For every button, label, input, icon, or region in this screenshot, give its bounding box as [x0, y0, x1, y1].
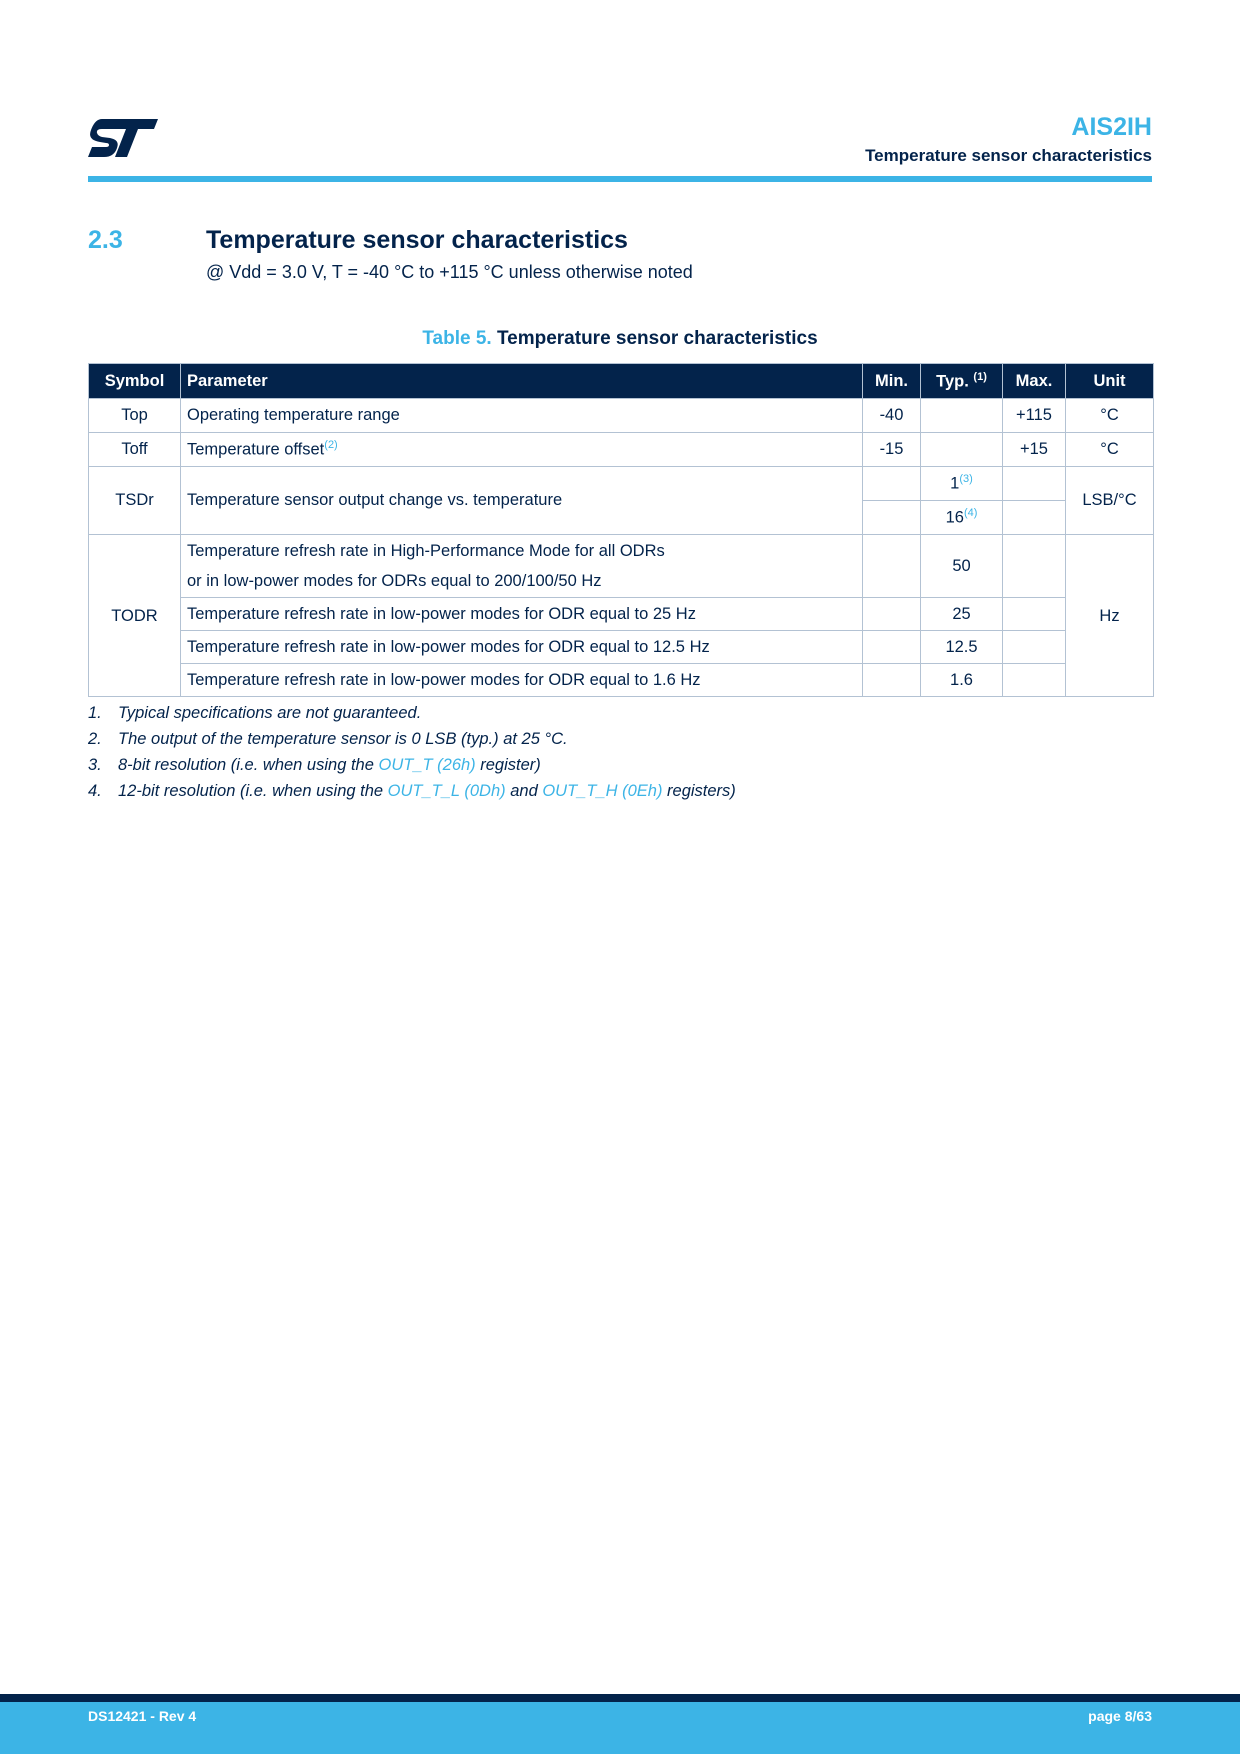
cell-typ	[921, 433, 1003, 467]
footer-doc-id: DS12421 - Rev 4	[88, 1708, 197, 1724]
footer-page-number: page 8/63	[1088, 1708, 1152, 1724]
footnote-text	[118, 782, 736, 808]
section-conditions: @ Vdd = 3.0 V, T = -40 °C to +115 °C unless otherwise noted	[206, 262, 693, 282]
cell-symbol: Top	[89, 399, 181, 433]
footnote-1	[88, 704, 736, 730]
footnote-text-pre: 8-bit resolution (i.e. when using the	[118, 756, 379, 774]
section-number: 2.3	[88, 226, 123, 254]
cell-parameter-text: Temperature offset	[187, 440, 325, 459]
cell-parameter: Temperature refresh rate in low-power modes for ODR equal to 1.6 Hz	[181, 664, 863, 697]
footnote-text-pre: 12-bit resolution (i.e. when using the	[118, 782, 388, 800]
cell-typ: 25	[921, 598, 1003, 631]
footnote-text: Typical specifications are not guaranteed.	[118, 704, 422, 722]
cell-symbol: TSDr	[89, 467, 181, 535]
cell-max	[1003, 598, 1066, 631]
footnote-4	[88, 782, 736, 808]
cell-unit: Hz	[1066, 535, 1154, 697]
footnote-number: 3.	[88, 756, 102, 774]
footnote-number: 1.	[88, 704, 102, 722]
cell-unit: LSB/°C	[1066, 467, 1154, 535]
table-row-todr-4	[89, 664, 1154, 697]
cell-min: -15	[863, 433, 921, 467]
header-typ	[921, 364, 1003, 399]
cell-typ-value: 16	[945, 508, 964, 527]
header-divider	[88, 176, 1152, 182]
cell-min	[863, 535, 921, 598]
header-typ-ref: (1)	[973, 370, 987, 383]
cell-parameter-line2: or in low-power modes for ODRs equal to 200/100/50 Hz	[187, 572, 602, 590]
header-symbol: Symbol	[89, 364, 181, 399]
cell-parameter	[181, 535, 863, 598]
cell-min: -40	[863, 399, 921, 433]
table-row-todr-3	[89, 631, 1154, 664]
footnote-text-post: register)	[475, 756, 541, 774]
footnote-3	[88, 756, 736, 782]
header-typ-label: Typ.	[936, 372, 969, 391]
cell-typ	[921, 501, 1003, 535]
footnote-text: The output of the temperature sensor is 0 LSB (typ.) at 25 °C.	[118, 730, 568, 748]
table-header-row	[89, 364, 1154, 399]
cell-min	[863, 598, 921, 631]
footnote-number: 2.	[88, 730, 102, 748]
cell-typ: 1.6	[921, 664, 1003, 697]
footnote-ref-4[interactable]: (4)	[963, 507, 978, 520]
cell-typ	[921, 399, 1003, 433]
table-row-tsdr	[89, 467, 1154, 501]
footnote-text-post: registers)	[662, 782, 736, 800]
header-unit: Unit	[1066, 364, 1154, 399]
cell-max	[1003, 467, 1066, 501]
header-section-title: Temperature sensor characteristics	[865, 146, 1152, 165]
register-link-out-t[interactable]: OUT_T (26h)	[378, 756, 476, 774]
footnote-text	[118, 756, 541, 782]
footer-dark-rule	[0, 1694, 1240, 1702]
cell-symbol: Toff	[89, 433, 181, 467]
cell-unit: °C	[1066, 399, 1154, 433]
cell-unit: °C	[1066, 433, 1154, 467]
cell-min	[863, 664, 921, 697]
footnote-ref-2[interactable]: (2)	[324, 439, 338, 452]
table-row-todr-1	[89, 535, 1154, 598]
table-footnotes	[88, 704, 736, 808]
cell-typ: 12.5	[921, 631, 1003, 664]
cell-max: +15	[1003, 433, 1066, 467]
table-caption-label: Table 5.	[422, 328, 492, 349]
cell-parameter: Temperature refresh rate in low-power modes for ODR equal to 12.5 Hz	[181, 631, 863, 664]
temperature-sensor-table	[88, 363, 1154, 697]
cell-min	[863, 501, 921, 535]
cell-max	[1003, 631, 1066, 664]
footnote-ref-3[interactable]: (3)	[959, 473, 973, 486]
table-row-toff	[89, 433, 1154, 467]
cell-parameter: Operating temperature range	[181, 399, 863, 433]
cell-parameter: Temperature refresh rate in low-power modes for ODR equal to 25 Hz	[181, 598, 863, 631]
cell-typ: 50	[921, 535, 1003, 598]
table-caption	[88, 328, 1152, 350]
st-logo	[88, 118, 158, 158]
table-caption-title: Temperature sensor characteristics	[496, 328, 818, 349]
table-row-todr-2	[89, 598, 1154, 631]
section-title: Temperature sensor characteristics	[206, 226, 628, 254]
cell-max	[1003, 664, 1066, 697]
register-link-out-t-l[interactable]: OUT_T_L (0Dh)	[387, 782, 506, 800]
cell-max	[1003, 535, 1066, 598]
footnote-2	[88, 730, 736, 756]
header-product-name: AIS2IH	[1071, 113, 1152, 141]
register-link-out-t-h[interactable]: OUT_T_H (0Eh)	[542, 782, 663, 800]
cell-max: +115	[1003, 399, 1066, 433]
cell-typ	[921, 467, 1003, 501]
cell-min	[863, 631, 921, 664]
cell-typ-value: 1	[950, 474, 960, 493]
header-parameter: Parameter	[181, 364, 863, 399]
cell-parameter-line1: Temperature refresh rate in High-Performance Mode for all ODRs	[187, 542, 665, 560]
header-max: Max.	[1003, 364, 1066, 399]
cell-max	[1003, 501, 1066, 535]
cell-parameter	[181, 433, 863, 467]
cell-parameter: Temperature sensor output change vs. temperature	[181, 467, 863, 535]
cell-symbol: TODR	[89, 535, 181, 697]
footnote-text-mid: and	[505, 782, 543, 800]
header-min: Min.	[863, 364, 921, 399]
footnote-number: 4.	[88, 782, 102, 800]
table-row-top	[89, 399, 1154, 433]
cell-min	[863, 467, 921, 501]
